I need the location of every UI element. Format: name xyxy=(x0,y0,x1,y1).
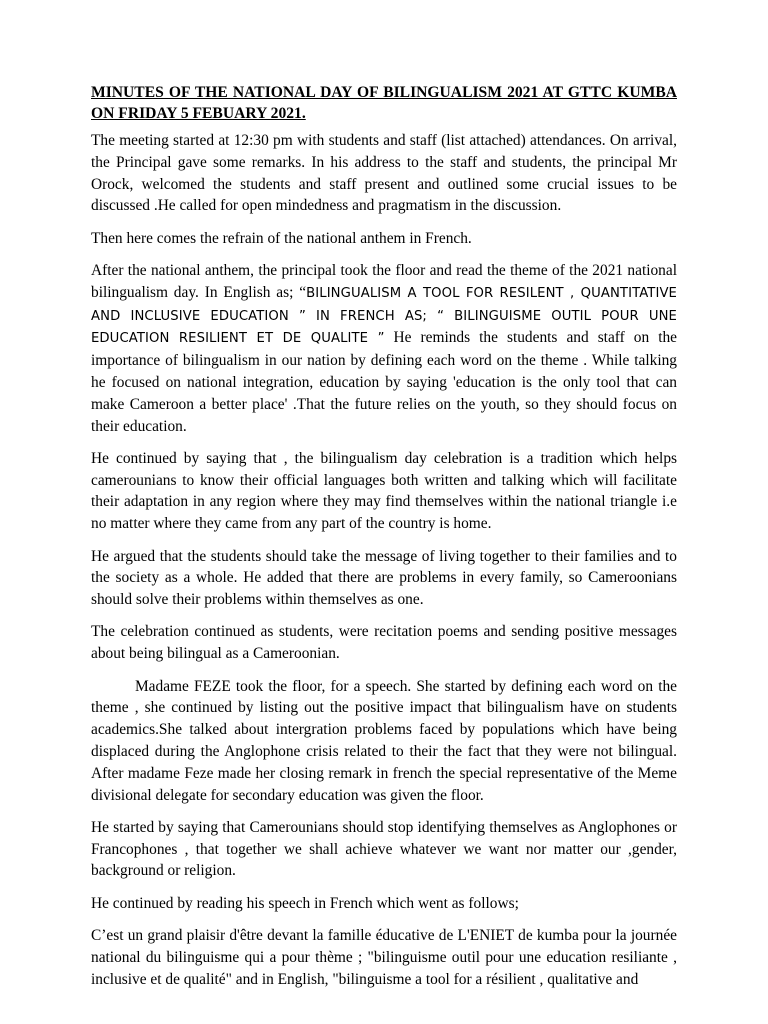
paragraph-national-anthem: Then here comes the refrain of the national anthem in French. xyxy=(91,229,472,247)
paragraph-identity: He started by saying that Camerounians should stop identifying themselves as Anglophones or Francophones , that together we shall achieve whatever we want nor matter our ,gender, background or religion. xyxy=(91,818,677,880)
theme-rest-text: He reminds the students and staff on the importance of bilingualism in our nation by defining each word on the theme . While talking he focused on national integration, education by saying 'education is the only tool that can make Cameroon a better place' .That the future relies on the youth, so they should focus on their education. xyxy=(91,329,678,435)
paragraph-recitation: The celebration continued as students, were recitation poems and sending positive messages about being bilingual as a Cameroonian. xyxy=(91,623,677,663)
paragraph-theme xyxy=(91,260,677,437)
paragraph-living-together: He argued that the students should take the message of living together to their families and to the society as a whole. He added that there are problems in every family, so Cameroonians should solve their problems within themselves as one. xyxy=(91,547,677,609)
document-title: MINUTES OF THE NATIONAL DAY OF BILINGUALISM 2021 AT GTTC KUMBA ON FRIDAY 5 FEBUARY 2021. xyxy=(91,84,677,122)
paragraph-meeting-start: The meeting started at 12:30 pm with students and staff (list attached) attendances. On arrival, the Principal gave some remarks. In his address to the staff and students, the principal Mr Orock, welcomed the students and staff present and outlined some crucial issues to be discussed .He called for open mindedness and pragmatism in the discussion. xyxy=(91,132,677,215)
paragraph-french-speech: C’est un grand plaisir d'être devant la famille éducative de L'ENIET de kumba pour la journée national du bilinguisme qui a pour thème ; "bilinguisme outil pour une education resiliante , inclusive et de qualité" and in English, "bilinguisme a tool for a résilient , qualitative and xyxy=(91,927,677,988)
theme-lead-text: After the national anthem, the principal took the floor and read the theme of the 2021 national bilingualism day. In English as; “ xyxy=(91,261,677,301)
paragraph-celebration-tradition: He continued by saying that , the bilingualism day celebration is a tradition which helps camerounians to know their official languages both written and talking which will facilitate their adaptation in any region where they may find themselves within the national triangle i.e no matter where they came from any part of the country is home. xyxy=(91,449,677,533)
theme-caps-text: BILINGUALISM A TOOL FOR RESILENT , QUANTITATIVE AND INCLUSIVE EDUCATION ” IN FRENCH AS; “ BILINGUISME OUTIL POUR UNE EDUCATION RESILIENT ET DE QUALITE ” xyxy=(91,285,677,347)
madame-feze-text: Madame FEZE took the floor, for a speech. She started by defining each word on the theme , she continued by listing out the positive impact that bilingualism have on students academics.She talked about intergration problems faced by populations which have being displaced during the Anglophone crisis related to their the fact that they were not bilingual. After madame Feze made her closing remark in french the special representative of the Meme divisional delegate for secondary education was given the floor. xyxy=(91,677,677,804)
paragraph-speech-intro: He continued by reading his speech in French which went as follows; xyxy=(91,894,519,912)
paragraph-madame-feze xyxy=(91,676,677,807)
